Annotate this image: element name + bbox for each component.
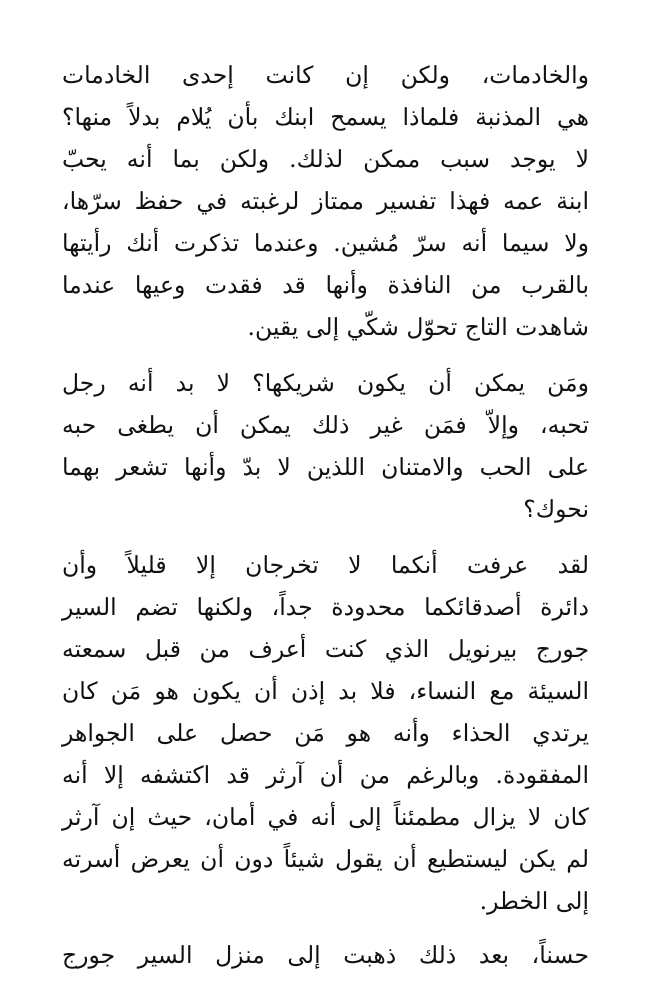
text-line: والخادمات، ولكن إن كانت إحدى الخادمات <box>62 61 589 89</box>
text-line: شاهدت التاج تحوّل شكّي إلى يقين. <box>247 313 589 341</box>
text-line: لقد عرفت أنكما لا تخرجان إلا قليلاً وأن <box>62 551 589 579</box>
text-line: المفقودة. وبالرغم من أن آرثر قد اكتشفه إلا أنه <box>62 761 589 789</box>
text-line: نحوك؟ <box>523 495 589 523</box>
text-line: حسناً، بعد ذلك ذهبت إلى منزل السير جورج <box>62 941 589 969</box>
text-line: ابنة عمه فهذا تفسير ممتاز لرغبته في حفظ سرّها، <box>62 187 589 215</box>
text-line: إلى الخطر. <box>479 887 589 915</box>
text-line: السيئة مع النساء، فلا بد إذن أن يكون هو مَن كان <box>62 677 589 705</box>
text-line: يرتدي الحذاء وأنه هو مَن حصل على الجواهر <box>62 719 589 747</box>
text-line: هي المذنبة فلماذا يسمح ابنك بأن يُلام بدلاً منها؟ <box>62 103 589 131</box>
text-line: كان لا يزال مطمئناً إلى أنه في أمان، حيث إن آرثر <box>62 803 589 831</box>
paragraph-2 <box>62 362 589 530</box>
text-line: جورج بيرنويل الذي كنت أعرف من قبل سمعته <box>62 635 589 663</box>
text-line: ومَن يمكن أن يكون شريكها؟ لا بد أنه رجل <box>62 369 589 397</box>
text-line: دائرة أصدقائكما محدودة جداً، ولكنها تضم السير <box>62 593 589 621</box>
text-line: تحبه، وإلاّ فمَن غير ذلك يمكن أن يطغى حبه <box>62 411 589 439</box>
text-line: على الحب والامتنان اللذين لا بدّ وأنها تشعر بهما <box>62 453 589 481</box>
paragraph-1 <box>62 54 589 348</box>
text-line: لا يوجد سبب ممكن لذلك. ولكن بما أنه يحبّ <box>62 145 589 173</box>
text-line: لم يكن ليستطيع أن يقول شيئاً دون أن يعرض أسرته <box>62 845 589 873</box>
paragraph-3 <box>62 544 589 922</box>
paragraph-4 <box>62 934 589 976</box>
text-line: ولا سيما أنه سرّ مُشين. وعندما تذكرت أنك رأيتها <box>62 229 589 257</box>
text-line: بالقرب من النافذة وأنها قد فقدت وعيها عندما <box>62 271 589 299</box>
